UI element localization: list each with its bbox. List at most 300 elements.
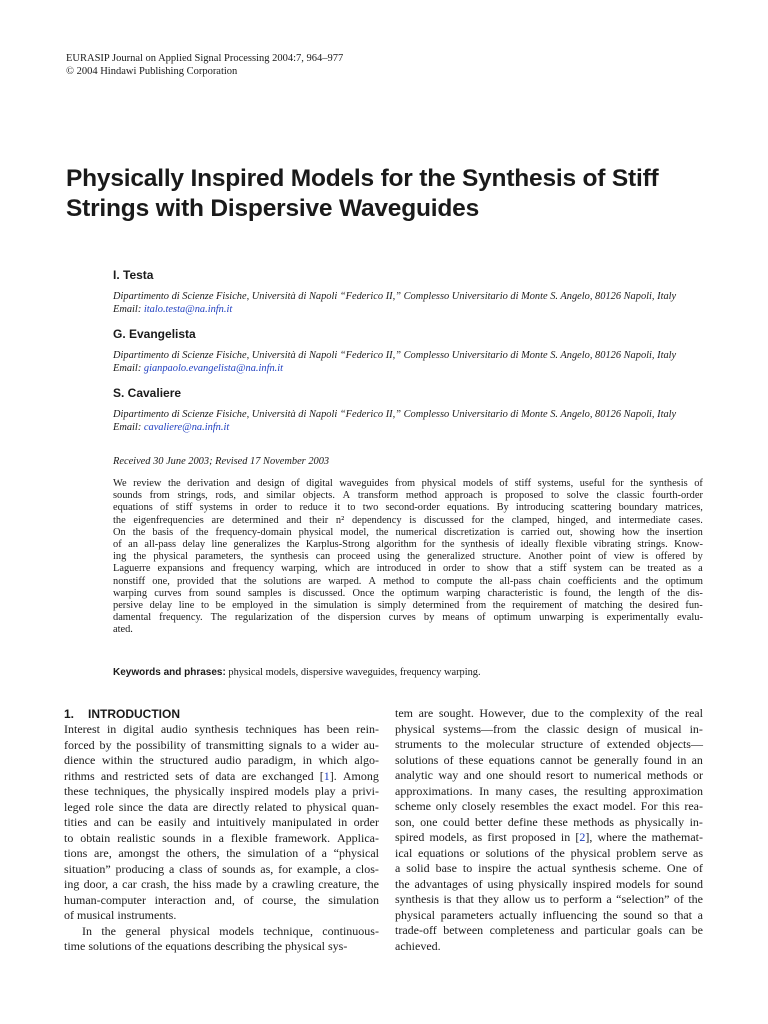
word: to (554, 706, 564, 720)
word: structure (541, 737, 584, 751)
word: discussed (423, 514, 464, 526)
word: dependency (351, 514, 402, 526)
word: analytic (395, 768, 433, 782)
word: A (342, 490, 351, 502)
text-line (64, 815, 379, 831)
word: simulation (247, 846, 299, 860)
word: and (192, 815, 211, 829)
journal-header (66, 52, 343, 78)
word: as (682, 563, 692, 575)
word: in- (689, 721, 703, 736)
word: optimum (401, 587, 440, 599)
word: is (490, 490, 498, 502)
word: influencing (542, 907, 598, 922)
author-name: S. Cavaliere (113, 386, 182, 400)
word: On (113, 526, 126, 538)
word: one, (152, 575, 170, 587)
section-title: INTRODUCTION (88, 707, 180, 721)
word: model. (602, 799, 636, 813)
word: been (326, 722, 350, 736)
word: the (598, 587, 612, 599)
word: approach (444, 490, 483, 502)
word: to (550, 490, 560, 502)
keywords-text: physical models, dispersive waveguides, frequency warping. (225, 667, 481, 678)
section-heading (64, 706, 379, 722)
word: physically (634, 814, 685, 829)
word: of (180, 526, 189, 538)
keywords (113, 667, 481, 678)
word: for (611, 478, 624, 489)
word: The (210, 612, 227, 624)
word: achieved. (395, 938, 441, 953)
citation-link[interactable]: 2 (579, 830, 586, 844)
word: in (560, 830, 571, 844)
word: rea- (684, 799, 703, 813)
author-email-line (113, 303, 723, 316)
word: actual (537, 861, 567, 875)
word: generalizes (233, 539, 281, 551)
word: found, (564, 587, 592, 599)
text-line (113, 527, 703, 539)
word: by (99, 737, 112, 752)
text-line (64, 924, 379, 940)
word: describing (214, 939, 265, 953)
word: made (215, 877, 242, 891)
word: in (676, 752, 687, 767)
received-dates: Received 30 June 2003; Revised 17 November 2003 (113, 456, 330, 467)
word: and (623, 575, 639, 587)
word: proposed (511, 830, 556, 844)
word: in (427, 563, 437, 575)
word: sounds (113, 490, 142, 502)
word: us (534, 892, 546, 906)
citation-span: [1]. (319, 768, 337, 783)
word: the (133, 551, 147, 563)
word: directly (212, 799, 250, 814)
word: course, (262, 892, 297, 907)
word: unwarping (539, 612, 584, 624)
title-line-1: Physically Inspired Models for the Synthesis of Stiff (66, 165, 659, 192)
word: flexible (230, 830, 268, 845)
word: frequency (232, 563, 275, 575)
word: of (673, 892, 684, 906)
word: of (534, 845, 545, 860)
author-block-evangelista (113, 327, 723, 375)
word: review (133, 478, 162, 489)
word: the (563, 783, 579, 798)
word: the (645, 575, 659, 587)
word: door, (83, 877, 109, 891)
text-line (395, 908, 703, 924)
word: should (508, 768, 541, 782)
word: second-order (385, 502, 440, 514)
word: to (200, 600, 210, 612)
word: how (621, 526, 640, 538)
word: can (117, 815, 135, 829)
word: equations. (446, 502, 490, 514)
word: quan- (351, 799, 379, 814)
word: hiss (192, 877, 212, 891)
word: algo- (354, 753, 379, 767)
word: the (479, 575, 493, 587)
text-line (113, 490, 703, 502)
word: be (140, 815, 152, 829)
word: of (291, 478, 300, 489)
word: all-pass (499, 575, 532, 587)
word: physical (153, 551, 188, 563)
word: their (309, 514, 329, 526)
word: be (630, 563, 641, 575)
word: inspired (229, 784, 269, 798)
word: producing (115, 861, 165, 876)
word: the (516, 861, 532, 875)
word: samples (248, 587, 282, 599)
word: interaction (154, 892, 206, 907)
left-column (64, 706, 379, 955)
word: useful (579, 478, 606, 489)
text-line (64, 846, 379, 862)
keywords-label: Keywords and phrases: (113, 667, 226, 678)
word: synthesis (572, 861, 617, 875)
word: time (64, 939, 86, 953)
text-line (64, 939, 379, 955)
word: expansions (157, 563, 204, 575)
word: scattering (571, 502, 612, 514)
word: physical (306, 799, 347, 814)
word: is (409, 514, 417, 526)
word: define (507, 814, 538, 829)
word: trade-off (395, 923, 437, 937)
word: delay (149, 600, 173, 612)
word: rithms (64, 768, 95, 783)
word: the (381, 587, 395, 599)
word: general (125, 923, 161, 938)
word: for (423, 539, 436, 551)
word: determined (412, 600, 460, 612)
word: One (666, 861, 687, 875)
word: from (394, 478, 416, 489)
word: exact (572, 799, 599, 813)
word: it (334, 502, 341, 514)
word: are (211, 514, 225, 526)
word: a (538, 563, 543, 575)
word: of (199, 768, 210, 783)
word: warping (113, 587, 148, 599)
word: in (302, 753, 312, 767)
email-label: Email: (113, 363, 144, 374)
word: equations (113, 502, 153, 514)
word: instruments. (117, 908, 177, 922)
word: proceed (337, 551, 371, 563)
word: optimum (665, 575, 703, 587)
word: the (630, 478, 644, 489)
word: of (694, 478, 703, 489)
word: an (128, 539, 138, 551)
word: the (596, 490, 610, 502)
word: approximation (632, 783, 703, 798)
word: of (190, 737, 201, 752)
word: of (649, 706, 660, 720)
word: ical (395, 845, 413, 860)
abstract (113, 478, 703, 637)
word: discussed. (302, 587, 346, 599)
word: objects— (656, 737, 703, 751)
word: the (664, 706, 680, 720)
word: is (443, 892, 452, 906)
text-line (395, 799, 703, 815)
word: n² (335, 514, 345, 526)
text-line (64, 908, 379, 924)
word: of (589, 737, 600, 751)
word: physical (570, 845, 611, 860)
author-affiliation: Dipartimento di Scienze Fisiche, Università di Napoli “Federico II,” Complesso Universitario di Monte S. Angelo, 80126 Napoli, Italy (113, 409, 677, 420)
word: curves (388, 612, 416, 624)
word: the (286, 539, 300, 551)
word: this (662, 799, 680, 813)
word: dience (64, 753, 96, 767)
word: the (550, 845, 565, 860)
word: sys- (328, 939, 348, 953)
word: transmitting (205, 737, 264, 752)
word: to (471, 563, 480, 575)
word: the (165, 846, 181, 860)
word: of (499, 478, 509, 489)
word: since (118, 799, 144, 814)
text-line (64, 877, 379, 893)
author-email-link[interactable]: italo.testa@na.infn.it (143, 304, 233, 315)
word: simply (377, 600, 407, 612)
word: and (243, 490, 259, 502)
word: by (692, 551, 703, 563)
word: Among (342, 768, 379, 783)
word: using (377, 551, 400, 563)
word: resulting (584, 783, 627, 798)
word: “selection” (616, 892, 670, 906)
word: physical (395, 907, 435, 922)
word: from (465, 600, 487, 612)
word: out, (556, 526, 573, 538)
word: a (345, 861, 351, 876)
word: the (492, 600, 506, 612)
word: of (443, 752, 454, 767)
word: equations (488, 752, 535, 767)
word: base (435, 861, 457, 875)
text-line (395, 722, 703, 738)
word: is (591, 612, 599, 624)
word: as (693, 845, 703, 860)
word: intermediate (618, 514, 671, 526)
word: to (578, 768, 589, 782)
word: to (284, 502, 293, 514)
word: a (341, 784, 347, 798)
text-line (395, 830, 703, 846)
text-line (395, 939, 703, 955)
word: closely (461, 799, 496, 813)
word: frequency. (159, 612, 203, 624)
word: the (569, 706, 584, 720)
word: as (619, 814, 630, 829)
word: to (347, 502, 356, 514)
word: warped. (328, 575, 362, 587)
text-line (395, 706, 703, 722)
text-line (113, 588, 703, 600)
word: first (487, 830, 507, 844)
word: basis (152, 526, 174, 538)
word: which (324, 563, 350, 575)
text-line (64, 893, 379, 909)
word: of (568, 600, 578, 612)
word: inspired (572, 876, 612, 891)
word: solid (406, 861, 430, 875)
word: We (113, 478, 127, 489)
word: example, (296, 861, 341, 876)
author-email-line (113, 421, 723, 434)
word: introduced (376, 563, 421, 575)
citation-link[interactable]: 1 (323, 768, 330, 783)
word: stiff (175, 502, 193, 514)
text-line (395, 892, 703, 908)
word: experimentally (606, 612, 669, 624)
word: generalized (427, 551, 475, 563)
word: a (395, 861, 401, 875)
text-line (395, 815, 703, 831)
word: a (218, 830, 224, 845)
word: from (188, 587, 209, 599)
word: models (274, 784, 310, 798)
word: the (154, 784, 170, 798)
word: sought. (438, 706, 474, 720)
word: or (692, 768, 703, 782)
word: of (651, 587, 661, 599)
word: flexible (555, 539, 587, 551)
word: techniques, (94, 784, 149, 798)
word: and (595, 514, 611, 526)
word: methods (573, 814, 614, 829)
text-line (113, 515, 703, 527)
word: stiff (549, 563, 567, 575)
text-line (113, 551, 703, 563)
word: sound (674, 876, 703, 891)
word: that (515, 563, 532, 575)
word: evalu- (676, 612, 703, 624)
word: discretization (444, 526, 501, 538)
author-email-line (113, 362, 723, 375)
word: a (321, 737, 327, 752)
word: intuitively (216, 815, 266, 829)
word: Another (528, 551, 563, 563)
word: offered (655, 551, 686, 563)
word: “physical (333, 846, 379, 860)
text-line (395, 877, 703, 893)
word: continuous- (322, 923, 379, 938)
word: the (132, 526, 146, 538)
left-column-body (64, 722, 379, 955)
word: for (471, 514, 484, 526)
author-affiliation: Dipartimento di Scienze Fisiche, Università di Napoli “Federico II,” Complesso Universitario di Monte S. Angelo, 80126 Napoli, Italy (113, 291, 677, 302)
word: due (531, 706, 549, 720)
word: in (202, 830, 212, 845)
word: sets (175, 768, 194, 783)
word: sound (216, 587, 241, 599)
word: manipulated (272, 815, 332, 829)
word: scheme (395, 799, 431, 813)
word: which (318, 753, 348, 767)
word: solutions (395, 752, 439, 767)
author-name: I. Testa (113, 268, 154, 282)
word: strings. (637, 539, 668, 551)
word: framework. (274, 830, 331, 845)
word: only (435, 799, 458, 813)
author-email-link[interactable]: gianpaolo.evangelista@na.infn.it (143, 363, 284, 374)
word: in (279, 600, 288, 612)
word: synthesis (460, 539, 499, 551)
word: these (458, 752, 484, 767)
word: mathemat- (651, 830, 703, 844)
word: nonstiff (113, 575, 146, 587)
word: to (462, 861, 473, 875)
word: algorithm (376, 539, 417, 551)
word: physically (174, 784, 225, 798)
word: can (315, 551, 331, 563)
word: simulation (313, 600, 358, 612)
word: clos- (355, 861, 379, 876)
word: similar (266, 490, 296, 502)
word: line (211, 539, 228, 551)
word: synthesis (649, 478, 688, 489)
word: the (364, 877, 379, 891)
word: are (356, 563, 370, 575)
word: warping, (281, 563, 318, 575)
word: the (294, 600, 308, 612)
word: the (524, 721, 539, 736)
word: parameters, (195, 551, 244, 563)
word: advantages (414, 876, 468, 891)
text-line (64, 722, 379, 738)
word: design (586, 721, 619, 736)
word: provided (177, 575, 214, 587)
word: play (314, 784, 336, 798)
word: two (362, 502, 379, 514)
author-email-link[interactable]: cavaliere@na.infn.it (143, 422, 230, 433)
word: by (423, 612, 435, 624)
word: physical (421, 478, 457, 489)
word: these (543, 814, 568, 829)
word: solutions (88, 939, 132, 953)
word: waveguides (339, 478, 389, 489)
word: spired (395, 830, 425, 844)
word: of (207, 861, 218, 876)
word: to (306, 737, 317, 752)
word: problem (616, 845, 657, 860)
word: in (337, 815, 348, 829)
word: way (438, 768, 459, 782)
word: many (495, 783, 523, 798)
text-line (64, 862, 379, 878)
word: that (221, 575, 237, 587)
word: wider (331, 737, 359, 752)
word: in- (689, 814, 703, 829)
word: proposed (505, 490, 544, 502)
word: methods (646, 768, 688, 782)
word: the (629, 600, 643, 612)
word: amongst (118, 846, 160, 860)
text-line (64, 784, 379, 800)
word: and (235, 478, 251, 489)
word: vibrating (593, 539, 631, 551)
word: cases, (528, 783, 557, 798)
word: In (82, 923, 92, 938)
word: By (496, 502, 509, 514)
